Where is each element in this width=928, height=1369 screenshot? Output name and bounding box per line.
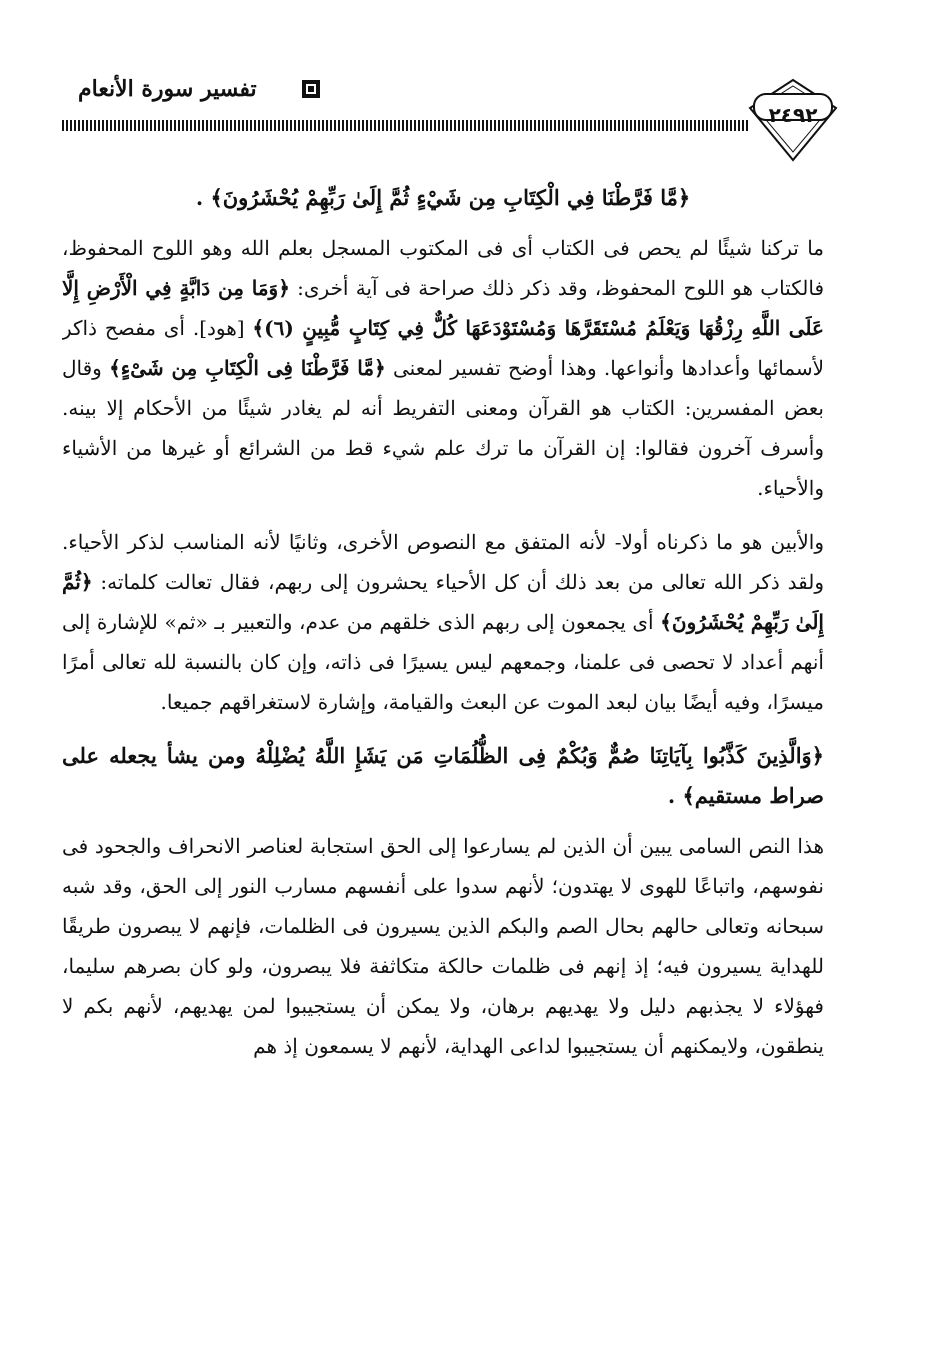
paragraph-text: ما تركنا شيئًا لم يحص فى الكتاب أى فى المكتوب المسجل بعلم الله وهو اللوح المحفوظ، فالكتاب هو اللوح المحفوظ، وقد ذكر ذلك صراحة فى آية أخرى: [62, 236, 824, 300]
header-rule [62, 120, 748, 131]
paragraph-text: أى يجمعون إلى ربهم الذى خلقهم من عدم، والتعبير بـ «ثم» للإشارة إلى أنهم أعداد لا تحصى فى علمنا، وجمعهم ليس يسيرًا فى ذاته، وإن كان بالنسبة لله تعالى أمرًا ميسرًا، وفيه أيضًا بيان لبعد الموت عن البعث والقيامة، وإشارة لاستغراقهم جميعا. [62, 610, 824, 714]
paragraph [62, 522, 824, 722]
paragraph-text: والأبين هو ما ذكرناه أولا- لأنه المتفق مع النصوص الأخرى، وثانيًا لأنه المناسب لذكر الأحياء. ولقد ذكر الله تعالى من بعد ذلك أن كل الأحياء يحشرون إلى ربهم، فقال تعالت كلماته: [62, 530, 824, 594]
paragraph-text: وقال بعض المفسرين: الكتاب هو القرآن ومعنى التفريط أنه لم يغادر شيئًا من الأحكام إلا بينه. وأسرف آخرون فقالوا: إن القرآن ما ترك علم شيء قط من الشرائع أو غيرها من الأشياء والأحياء. [62, 356, 824, 500]
quran-quote: ﴿مَّا فَرَّطْنَا فِى الْكِتَابِ مِن شَىْءٍ﴾ [109, 356, 386, 380]
quran-quote: ﴿ثُمَّ إِلَىٰ رَبِّهِمْ يُحْشَرُونَ﴾ [62, 570, 824, 634]
quran-verse-heading: ﴿مَّا فَرَّطْنَا فِي الْكِتَابِ مِن شَيْءٍ ثُمَّ إِلَىٰ رَبِّهِمْ يُحْشَرُونَ﴾ . [195, 185, 691, 210]
paragraph: هذا النص السامى يبين أن الذين لم يسارعوا إلى الحق استجابة لعناصر الانحراف والجحود فى نفوسهم، واتباعًا للهوى لا يهتدون؛ لأنهم سدوا على أنفسهم مسارب النور إلى الحق، وقد شبه سبحانه وتعالى حالهم بحال الصم والبكم الذين يسيرون فى الظلمات، فإنهم لا يبصرون طريقًا للهداية يسيرون فيه؛ إذ إنهم فى ظلمات حالكة متكاثفة فلا يبصرون، ولو كان بصرهم سليما، فهؤلاء لا يجذبهم دليل ولا يهديهم برهان، ولا يمكن أن يستجيبوا لمن يهديهم، لأنهم بكم لا ينطقون، ولايمكنهم أن يستجيبوا لداعى الهداية، لأنهم لا يسمعون إذ هم [62, 834, 824, 1058]
paragraph [62, 228, 824, 508]
quran-verse-heading: ﴿وَالَّذِينَ كَذَّبُوا بِآيَاتِنَا صُمٌّ وَبُكْمٌ فِى الظُّلُمَاتِ مَن يَشَإِ اللَّهُ يُضْلِلْهُ ومن يشأ يجعله على صراط مستقيم﴾ . [62, 743, 824, 808]
running-header-title: تفسير سورة الأنعام [78, 76, 257, 102]
page-number: ٢٤٩٢ [768, 103, 818, 127]
page-body [62, 178, 824, 1348]
quran-quote: ﴿وَمَا مِن دَابَّةٍ فِي الْأَرْضِ إِلَّا عَلَى اللَّهِ رِزْقُهَا وَيَعْلَمُ مُسْتَقَرَّهَا وَمُسْتَوْدَعَهَا كُلٌّ فِي كِتَابٍ مُّبِينٍ (٦)﴾ [62, 276, 824, 340]
paragraph-text: [هود]. أى مفصح ذاكر لأسمائها وأعدادها وأنواعها. وهذا أوضح تفسير لمعنى [62, 316, 824, 380]
header-ornament-icon [300, 78, 322, 100]
